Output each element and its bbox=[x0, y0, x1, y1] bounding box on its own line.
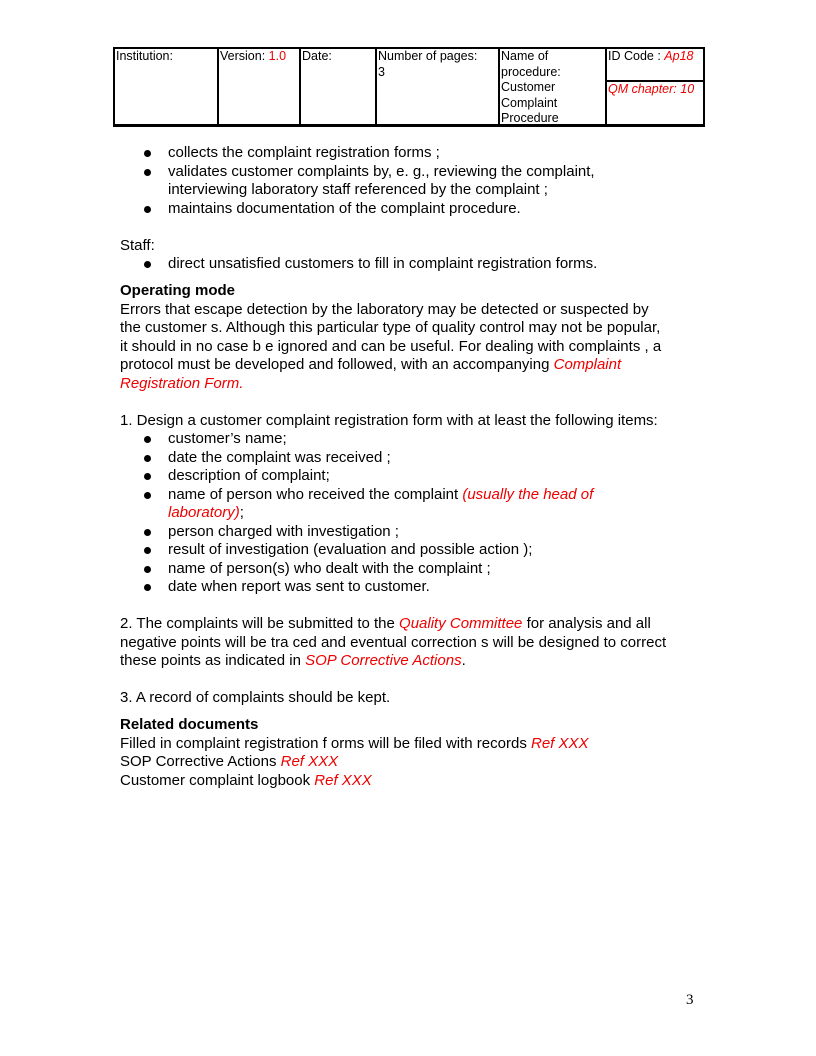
sop-reference: SOP Corrective Actions bbox=[305, 652, 462, 669]
responsibility-list bbox=[120, 144, 700, 218]
list-item: name of person who received the complaint (usually the head of laboratory); bbox=[120, 486, 700, 523]
step-3: 3. A record of complaints should be kept. bbox=[120, 689, 391, 706]
bullet-icon bbox=[144, 206, 151, 213]
section-heading-related-documents: Related documents bbox=[120, 715, 259, 733]
procedure-label: Name of bbox=[501, 49, 549, 63]
quality-committee-reference: Quality Committee bbox=[399, 615, 523, 632]
list-item: maintains documentation of the complaint procedure. bbox=[120, 200, 700, 219]
bullet-icon bbox=[144, 529, 151, 536]
form-item-note: (usually the head of bbox=[462, 485, 594, 503]
form-items-list bbox=[120, 430, 700, 597]
list-item: customer’s name; bbox=[120, 430, 700, 449]
staff-label: Staff: bbox=[120, 236, 155, 254]
bullet-icon bbox=[144, 492, 151, 499]
pages-cell bbox=[377, 49, 500, 124]
bullet-icon bbox=[144, 455, 151, 462]
related-doc-item: Filled in complaint registration f orms will be filed with records Ref XXX bbox=[120, 734, 589, 752]
bullet-icon bbox=[144, 436, 151, 443]
staff-list bbox=[120, 255, 700, 274]
bullet-icon bbox=[144, 169, 151, 176]
list-item: person charged with investigation ; bbox=[120, 523, 700, 542]
id-code-cell bbox=[607, 49, 704, 124]
date-label: Date: bbox=[302, 49, 332, 63]
bullet-icon bbox=[144, 547, 151, 554]
institution-cell bbox=[115, 49, 219, 124]
pages-label: Number of pages: bbox=[378, 49, 478, 63]
ref-code: Ref XXX bbox=[314, 771, 372, 789]
operating-mode-paragraph: Errors that escape detection by the laboratory may be detected or suspected by the customer s. Although this particular type of quality control may not be popular, it should in no case b e ignored and can be useful. For dealing with complaints , a protocol must be developed and followed, with an accompanying Complaint Registration Form. bbox=[120, 300, 662, 392]
list-item: direct unsatisfied customers to fill in complaint registration forms. bbox=[120, 255, 700, 274]
related-doc-item: Customer complaint logbook Ref XXX bbox=[120, 771, 372, 789]
procedure-label: procedure: bbox=[501, 64, 561, 79]
list-item: validates customer complaints by, e. g., reviewing the complaint, interviewing laboratory staff referenced by the complaint ; bbox=[120, 163, 700, 200]
date-cell bbox=[301, 49, 377, 124]
step-1: 1. Design a customer complaint registration form with at least the following items: bbox=[120, 411, 658, 429]
header-table bbox=[113, 47, 705, 127]
ref-code: Ref XXX bbox=[530, 734, 589, 752]
id-code-label: ID Code : bbox=[608, 49, 661, 63]
bullet-icon bbox=[144, 473, 151, 480]
list-item: result of investigation (evaluation and possible action ); bbox=[120, 541, 700, 560]
pages-value: 3 bbox=[378, 64, 385, 79]
list-item: date when report was sent to customer. bbox=[120, 578, 700, 597]
version-cell bbox=[219, 49, 301, 124]
procedure-name: Procedure bbox=[501, 111, 559, 125]
list-item: name of person(s) who dealt with the complaint ; bbox=[120, 560, 700, 579]
form-item-note: laboratory) bbox=[168, 504, 240, 521]
qm-chapter: QM chapter: 10 bbox=[608, 82, 695, 96]
bullet-icon bbox=[144, 150, 151, 157]
bullet-icon bbox=[144, 261, 151, 268]
bullet-icon bbox=[144, 584, 151, 591]
id-code-row bbox=[607, 49, 704, 82]
related-doc-item: SOP Corrective Actions Ref XXX bbox=[120, 753, 339, 770]
document-body bbox=[120, 144, 700, 790]
ref-code: Ref XXX bbox=[280, 753, 339, 770]
institution-label: Institution: bbox=[116, 49, 173, 63]
id-code-value: Ap18 bbox=[664, 49, 694, 63]
list-item: description of complaint; bbox=[120, 467, 700, 486]
section-heading-operating-mode: Operating mode bbox=[120, 281, 236, 299]
list-item: date the complaint was received ; bbox=[120, 449, 700, 468]
complaint-form-reference: Registration Form. bbox=[120, 374, 244, 392]
version-value: 1.0 bbox=[268, 49, 287, 63]
page-number: 3 bbox=[686, 992, 694, 1008]
complaint-form-reference: Complaint bbox=[553, 356, 622, 373]
procedure-name: Customer bbox=[501, 80, 556, 94]
list-item: collects the complaint registration forms ; bbox=[120, 144, 700, 163]
bullet-icon bbox=[144, 566, 151, 573]
version-label: Version: bbox=[220, 49, 266, 63]
procedure-name: Complaint bbox=[501, 95, 558, 110]
procedure-cell bbox=[500, 49, 607, 124]
step-2: 2. The complaints will be submitted to the Quality Committee for analysis and all negative points will be tra ced and eventual correction s will be designed to correct these points as indicated in SOP Corrective Actions. bbox=[120, 615, 667, 669]
